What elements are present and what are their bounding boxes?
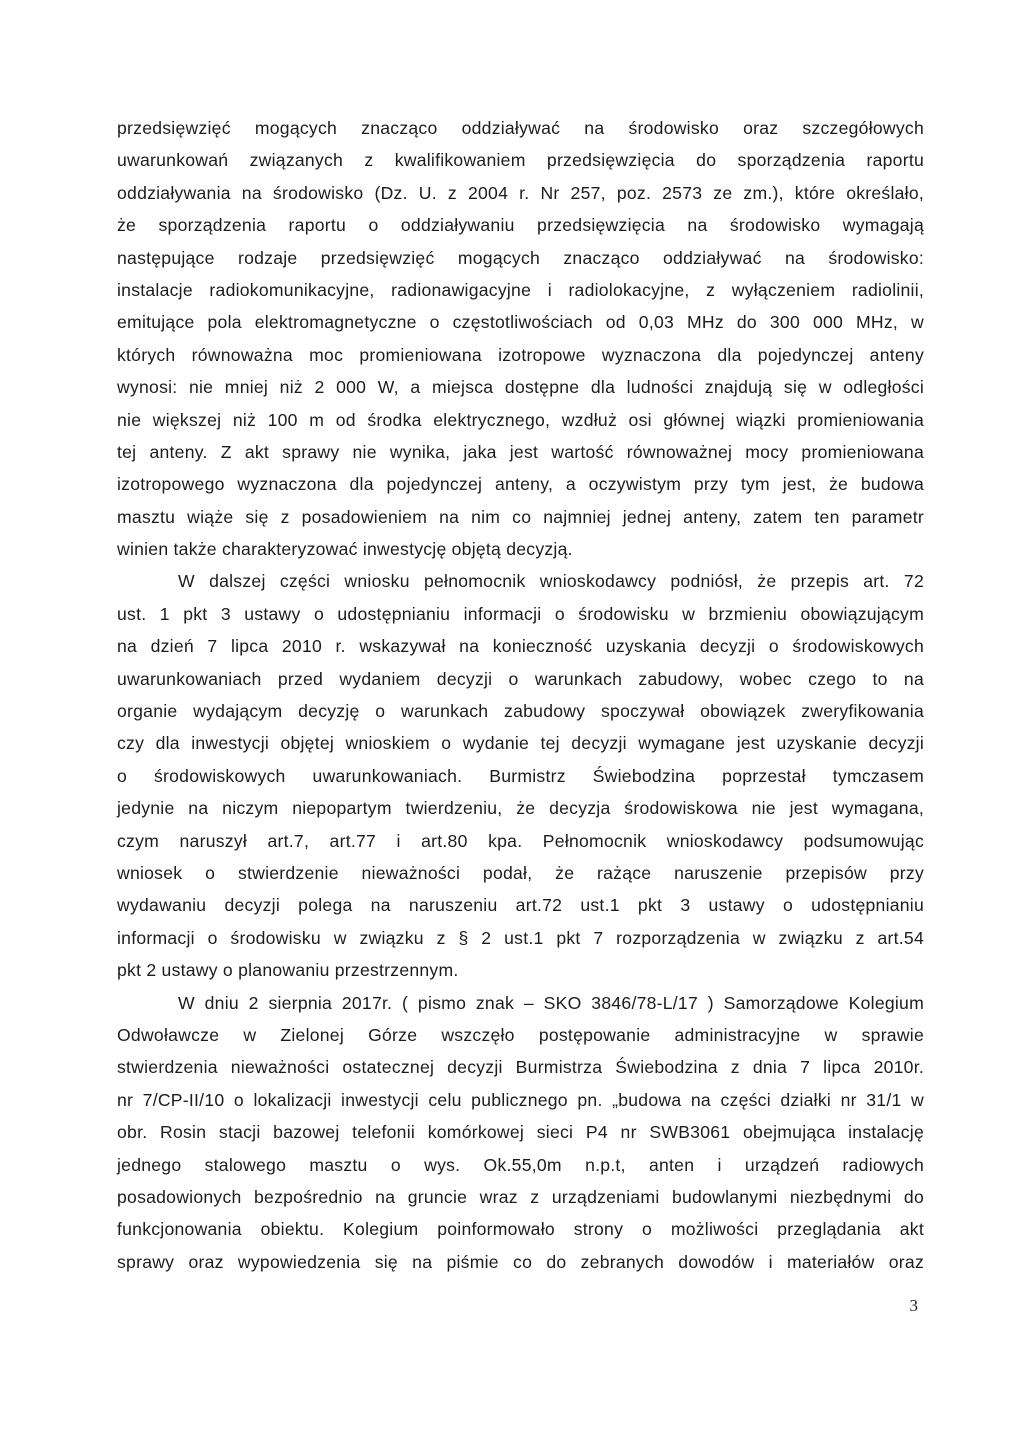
text-line: nr 7/CP-II/10 o lokalizacji inwestycji celu publicznego pn. „budowa na części działki nr 31/1 w — [117, 1089, 924, 1110]
text-line: organie wydającym decyzję o warunkach zabudowy spoczywał obowiązek zweryfikowania — [117, 701, 924, 722]
paragraph-2 — [117, 565, 924, 986]
text-line: na dzień 7 lipca 2010 r. wskazywał na konieczność uzyskania decyzji o środowiskowych — [117, 636, 924, 657]
text-line: pkt 2 ustawy o planowaniu przestrzennym. — [117, 960, 459, 981]
text-line: następujące rodzaje przedsięwzięć mogących znacząco oddziaływać na środowisko: — [117, 247, 924, 268]
paragraph-1 — [117, 112, 924, 565]
text-line: sprawy oraz wypowiedzenia się na piśmie co do zebranych dowodów i materiałów oraz — [117, 1251, 924, 1272]
text-line: uwarunkowań związanych z kwalifikowaniem przedsięwzięcia do sporządzenia raportu — [117, 150, 924, 171]
text-line: że sporządzenia raportu o oddziaływaniu przedsięwzięcia na środowisko wymagają — [117, 215, 924, 236]
text-line: Odwoławcze w Zielonej Górze wszczęło postępowanie administracyjne w sprawie — [117, 1024, 924, 1045]
text-line: emitujące pola elektromagnetyczne o częstotliwościach od 0,03 MHz do 300 000 MHz, w — [117, 312, 924, 333]
text-line: tej anteny. Z akt sprawy nie wynika, jaka jest wartość równoważnej mocy promieniowana — [117, 441, 924, 462]
text-line: stwierdzenia nieważności ostatecznej decyzji Burmistrza Świebodzina z dnia 7 lipca 2010r. — [117, 1057, 924, 1078]
text-line: funkcjonowania obiektu. Kolegium poinformowało strony o możliwości przeglądania akt — [117, 1219, 924, 1240]
text-line: masztu wiąże się z posadowieniem na nim co najmniej jednej anteny, zatem ten parametr — [117, 506, 924, 527]
text-line: informacji o środowisku w związku z § 2 ust.1 pkt 7 rozporządzenia w związku z art.54 — [117, 927, 924, 948]
text-line: uwarunkowaniach przed wydaniem decyzji o warunkach zabudowy, wobec czego to na — [117, 668, 924, 689]
text-line: o środowiskowych uwarunkowaniach. Burmistrz Świebodzina poprzestał tymczasem — [117, 765, 924, 786]
text-line: nie większej niż 100 m od środka elektrycznego, wzdłuż osi głównej wiązki promieniowania — [117, 409, 924, 430]
text-line: ust. 1 pkt 3 ustawy o udostępnianiu informacji o środowisku w brzmieniu obowiązującym — [117, 603, 924, 624]
text-line: obr. Rosin stacji bazowej telefonii komórkowej sieci P4 nr SWB3061 obejmująca instalację — [117, 1122, 924, 1143]
text-line: wniosek o stwierdzenie nieważności podał, że rażące naruszenie przepisów przy — [117, 862, 924, 883]
text-line: jednego stalowego masztu o wys. Ok.55,0m n.p.t, anten i urządzeń radiowych — [117, 1154, 924, 1175]
text-line: W dalszej części wniosku pełnomocnik wnioskodawcy podniósł, że przepis art. 72 — [178, 571, 924, 592]
text-line: wynosi: nie mniej niż 2 000 W, a miejsca dostępne dla ludności znajdują się w odległości — [117, 377, 924, 398]
text-line: których równoważna moc promieniowana izotropowe wyznaczona dla pojedynczej anteny — [117, 344, 924, 365]
document-body — [117, 112, 924, 1278]
text-line: czy dla inwestycji objętej wnioskiem o wydanie tej decyzji wymagane jest uzyskanie decyzji — [117, 733, 924, 754]
text-line: czym naruszył art.7, art.77 i art.80 kpa. Pełnomocnik wnioskodawcy podsumowując — [117, 830, 924, 851]
text-line: W dniu 2 sierpnia 2017r. ( pismo znak – SKO 3846/78-L/17 ) Samorządowe Kolegium — [178, 992, 924, 1013]
page-number: 3 — [909, 1296, 918, 1315]
text-line: oddziaływania na środowisko (Dz. U. z 2004 r. Nr 257, poz. 2573 ze zm.), które określało, — [117, 182, 924, 203]
text-line: wydawaniu decyzji polega na naruszeniu art.72 ust.1 pkt 3 ustawy o udostępnianiu — [117, 895, 924, 916]
text-line: przedsięwzięć mogących znacząco oddziaływać na środowisko oraz szczegółowych — [117, 118, 924, 138]
text-line: winien także charakteryzować inwestycję objętą decyzją. — [117, 539, 573, 560]
text-line: izotropowego wyznaczona dla pojedynczej anteny, a oczywistym przy tym jest, że budowa — [117, 474, 924, 495]
text-line: posadowionych bezpośrednio na gruncie wraz z urządzeniami budowlanymi niezbędnymi do — [117, 1186, 924, 1207]
paragraph-3 — [117, 987, 924, 1279]
text-line: instalacje radiokomunikacyjne, radionawigacyjne i radiolokacyjne, z wyłączeniem radiolinii, — [117, 279, 924, 300]
text-line: jedynie na niczym niepopartym twierdzeniu, że decyzja środowiskowa nie jest wymagana, — [117, 798, 924, 819]
